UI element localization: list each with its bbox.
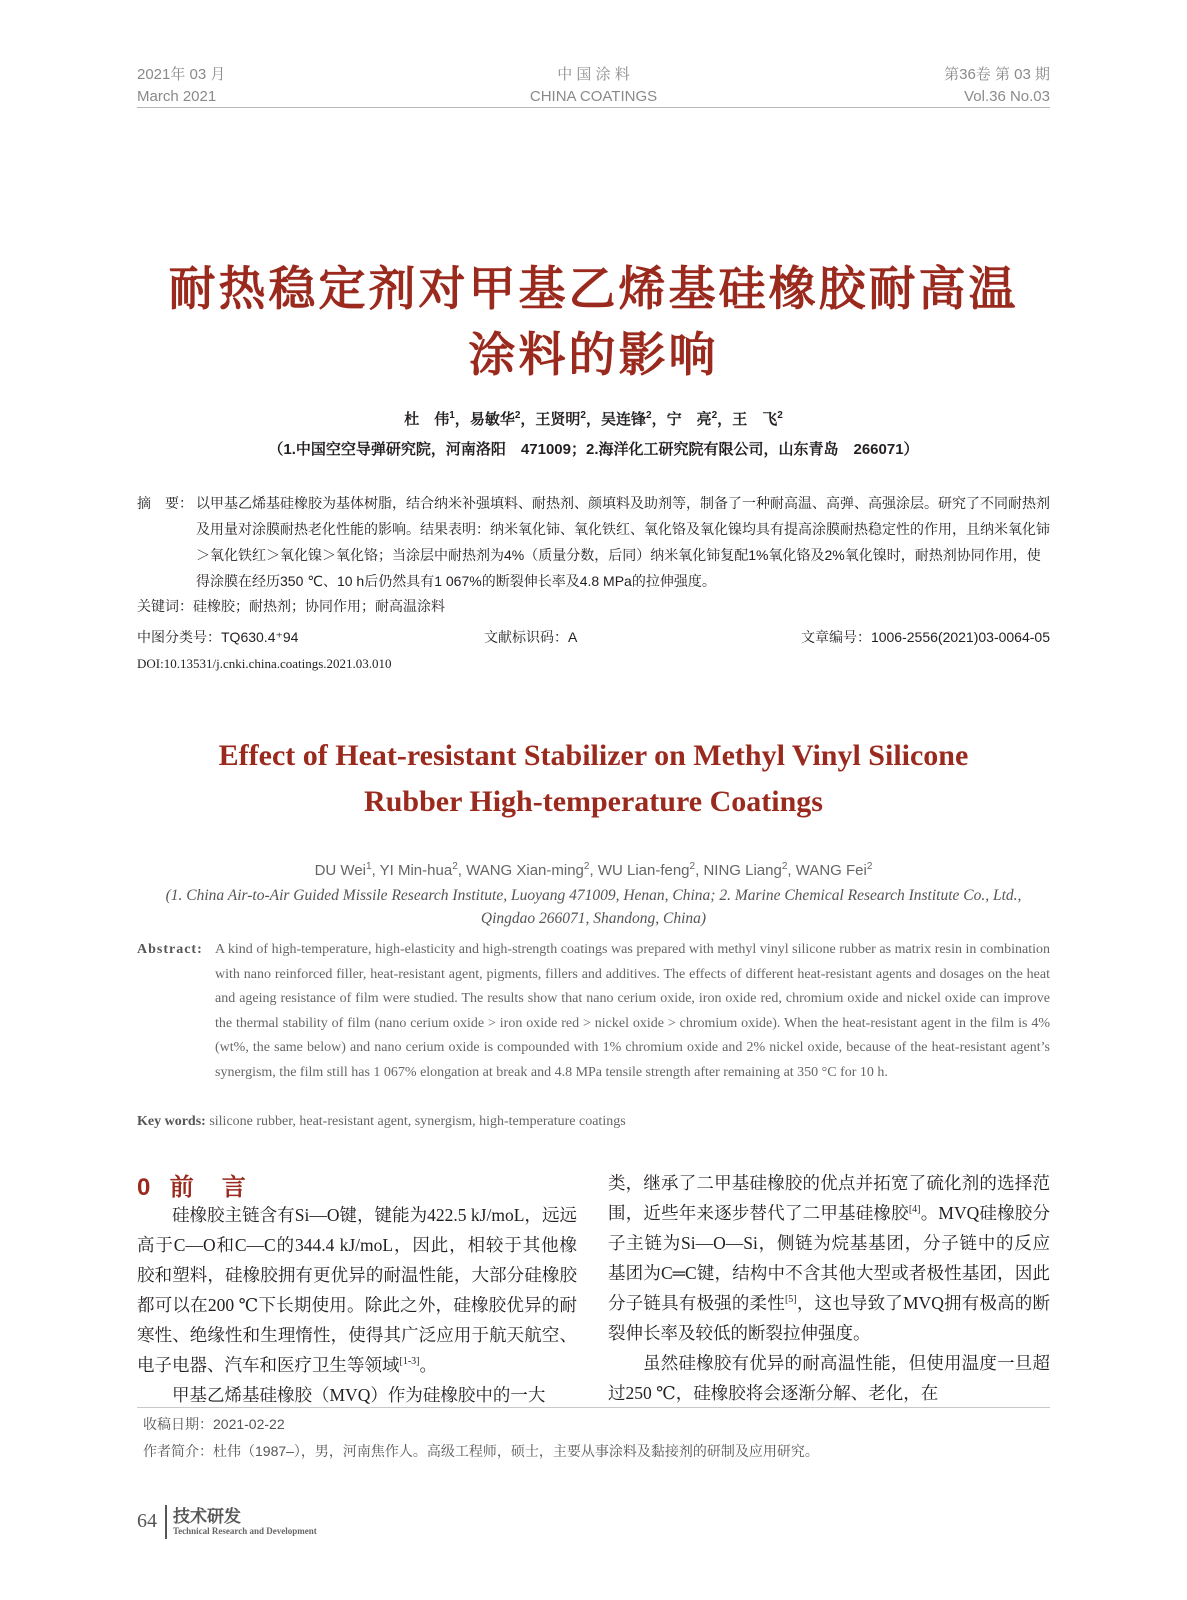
footnote-author-bio: 作者简介：杜伟（1987–），男，河南焦作人。高级工程师，硕士，主要从事涂料及黏接剂的研制及应用研究。 [143, 1443, 819, 1459]
en-author: WANG Fei [795, 862, 867, 879]
body-paragraph: 类，继承了二甲基硅橡胶的优点并拓宽了硫化剂的选择范围，近些年来逐步替代了二甲基硅橡胶[4]。MVQ硅橡胶分子主链为Si—O—Si，侧链为烷基基团，分子链中的反应基团为C═C键，结构中不含其他大型或者极性基团，因此分子链具有极强的柔性[5]，这也导致了MVQ拥有极高的断裂伸长率及较低的断裂拉伸强度。 [608, 1173, 1051, 1343]
footer-divider [165, 1505, 167, 1539]
footer-section-en: Technical Research and Development [173, 1526, 317, 1536]
header-journal-cn: 中 国 涂 料 [557, 66, 630, 83]
cn-affiliation: （1.中国空空导弹研究院，河南洛阳 471009；2.海洋化工研究院有限公司，山东青岛 266071） [268, 441, 919, 458]
en-author: YI Min-hua [379, 862, 453, 879]
cn-abstract [137, 490, 1050, 594]
cn-keywords-label: 关键词： [137, 598, 193, 614]
cn-author: 宁 亮 [666, 411, 712, 428]
en-abstract-label: Abstract: [137, 942, 203, 957]
cn-author: 杜 伟 [404, 411, 450, 428]
section-title: 前 言 [169, 1174, 248, 1201]
cn-doc-code: 文献标识码：A [484, 629, 578, 645]
cn-author: 易敏华 [469, 411, 515, 428]
cn-clc: 中图分类号：TQ630.4⁺94 [137, 629, 299, 645]
en-keywords-label: Key words: [137, 1114, 206, 1129]
en-abstract-text: A kind of high-temperature, high-elasticity and high-strength coatings was prepared with methyl vinyl silicone rubber as matrix resin in combination with nano reinforced filler, heat-resistant agent, pigments, fillers and additives. The effects of different heat-resistant agents and dosages on the heat and ageing resistance of film were studied. The results show that nano cerium oxide, iron oxide red, chromium oxide and nickel oxide can improve the thermal stability of film (nano cerium oxide > iron oxide red > nickel oxide > chromium oxide). When the heat-resistant agent in the film is 4% (wt%, the same below) and nano cerium oxide is compounded with 1% chromium oxide and 2% nickel oxide, because of the heat-resistant agent’s synergism, the film still has 1 067% elongation at break and 4.8 MPa tensile strength after remaining at 350 °C for 10 h. [215, 942, 1050, 1080]
section-number: 0 [137, 1174, 153, 1201]
cn-abstract-label: 摘 要： [137, 495, 193, 511]
en-title-line-1: Effect of Heat-resistant Stabilizer on Methyl Vinyl Silicone [218, 739, 969, 772]
body-column-right [608, 1168, 1050, 1408]
cn-abstract-text: 以甲基乙烯基硅橡胶为基体树脂，结合纳米补强填料、耐热剂、颜填料及助剂等，制备了一种耐高温、高弹、高强涂层。研究了不同耐热剂及用量对涂膜耐热老化性能的影响。结果表明：纳米氧化铈、氧化铁红、氧化铬及氧化镍均具有提高涂膜耐热稳定性的作用，且纳米氧化铈＞氧化铁红＞氧化镍＞氧化铬；当涂层中耐热剂为4%（质量分数，后同）纳米氧化铈复配1%氧化铬及2%氧化镍时，耐热剂协同作用，使得涂膜在经历350 ℃、10 h后仍然具有1 067%的断裂伸长率及4.8 MPa的拉伸强度。 [196, 495, 1050, 589]
citation: [5] [784, 1294, 797, 1306]
cn-article-no: 文章编号：1006-2556(2021)03-0064-05 [800, 629, 1050, 645]
en-abstract [137, 938, 1050, 1086]
header-journal-en: CHINA COATINGS [529, 88, 658, 105]
header-date-cn: 2021年 03 月 [137, 66, 226, 83]
cn-author: 王贤明 [535, 411, 581, 428]
page-number: 64 [137, 1510, 157, 1532]
cn-keywords [137, 596, 445, 616]
en-keywords [137, 1114, 626, 1130]
en-author: NING Liang [703, 862, 782, 879]
header-issue-en: Vol.36 No.03 [964, 88, 1050, 105]
footnote-received: 收稿日期：2021-02-22 [143, 1416, 285, 1432]
cn-title-line-1: 耐热稳定剂对甲基乙烯基硅橡胶耐高温 [168, 262, 1019, 315]
header-issue-cn: 第36卷 第 03 期 [944, 66, 1050, 83]
en-keywords-text: silicone rubber, heat-resistant agent, synergism, high-temperature coatings [209, 1114, 626, 1129]
header-issue [944, 64, 1050, 108]
body-paragraph: 虽然硅橡胶有优异的耐高温性能，但使用温度一旦超过250 ℃，硅橡胶将会逐渐分解、老化，在 [608, 1353, 1050, 1403]
body-paragraph: 甲基乙烯基硅橡胶（MVQ）作为硅橡胶中的一大 [172, 1385, 546, 1405]
header-date-en: March 2021 [137, 88, 217, 105]
footnote-rule [137, 1407, 1050, 1408]
body-paragraph: 硅橡胶主链含有Si—O键，键能为422.5 kJ/moL，远远高于C—O和C—C的344.4 kJ/moL，因此，相较于其他橡胶和塑料，硅橡胶拥有更优异的耐温性能，大部分硅橡胶都可以在200 ℃下长期使用。除此之外，硅橡胶优异的耐寒性、绝缘性和生理惰性，使得其广泛应用于航天航空、电子电器、汽车和医疗卫生等领域[1-3]。 [137, 1205, 577, 1375]
header-rule [137, 107, 1050, 108]
cn-author: 吴连锋 [601, 411, 647, 428]
section-heading [137, 1167, 248, 1202]
citation: [4] [908, 1204, 921, 1216]
cn-authors: 杜 伟$^1$，易敏华$^2$，王贤明$^2$，吴连锋$^2$，宁 亮$^2$，王 飞$^2$ [404, 410, 783, 428]
en-title-line-2: Rubber High-temperature Coatings [364, 785, 823, 818]
cn-keywords-text: 硅橡胶；耐热剂；协同作用；耐高温涂料 [193, 598, 445, 614]
body-column-left [137, 1200, 577, 1410]
en-author: WU Lian-feng [597, 862, 690, 879]
cn-author: 王 飞 [732, 411, 778, 428]
en-author: WANG Xian-ming [466, 862, 584, 879]
cn-title-line-2: 涂料的影响 [468, 328, 719, 381]
footer-section-cn: 技术研发 [173, 1507, 241, 1526]
en-authors: DU Wei$^1$, YI Min-hua$^2$, WANG Xian-ming$^2$, WU Lian-feng$^2$, NING Liang$^2$, WANG Fei$^2$ [314, 861, 873, 879]
doi: DOI:10.13531/j.cnki.china.coatings.2021.03.010 [137, 656, 392, 671]
en-author: DU Wei [314, 862, 366, 879]
citation: [1-3] [399, 1356, 420, 1368]
en-affiliation: (1. China Air-to-Air Guided Missile Research Institute, Luoyang 471009, Henan, China; 2. Marine Chemical Research Institute Co., Ltd., Qingdao 266071, Shandong, China) [165, 887, 1022, 927]
